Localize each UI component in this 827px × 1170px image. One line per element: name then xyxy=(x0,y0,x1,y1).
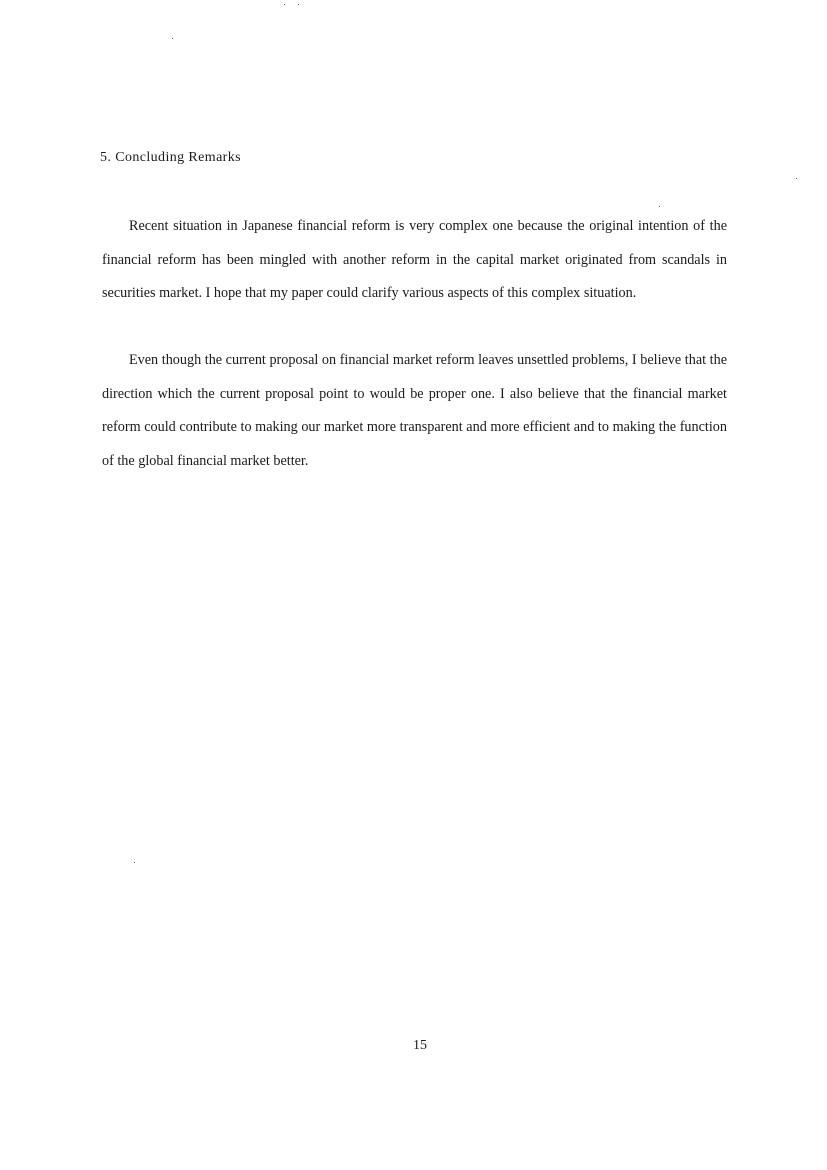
section-heading: 5. Concluding Remarks xyxy=(100,150,241,165)
scan-speck xyxy=(298,4,299,5)
scan-speck xyxy=(659,206,660,207)
scan-speck xyxy=(134,862,135,863)
scan-speck xyxy=(796,178,797,179)
paragraph-1: Recent situation in Japanese financial reform is very complex one because the original intention of the financial reform has been mingled with another reform in the capital market originated from scandals in securities market. I hope that my paper could clarify various aspects of this complex situation. xyxy=(102,218,727,301)
scan-speck xyxy=(172,38,173,39)
paragraph-2: Even though the current proposal on financial market reform leaves unsettled problems, I believe that the direction which the current proposal point to would be proper one. I also believe that the financial market reform could contribute to making our market more transparent and more efficient and to making the function of the global financial market better. xyxy=(102,352,727,469)
scan-speck xyxy=(284,4,285,5)
page-number: 15 xyxy=(413,1038,427,1053)
